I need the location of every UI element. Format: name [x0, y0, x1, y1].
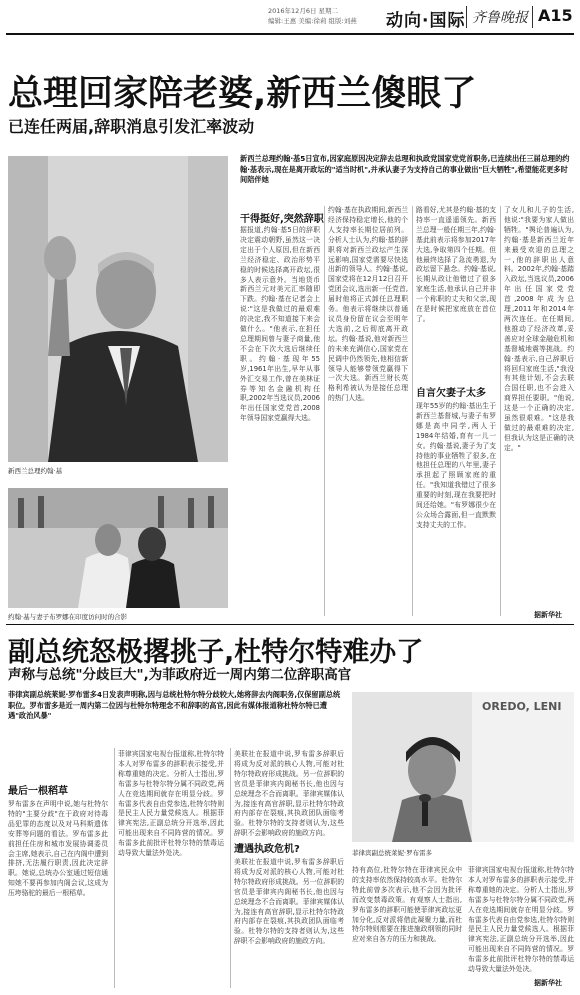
story1-source: 据新华社 — [534, 611, 562, 619]
story1-subhead-b: 自言欠妻子太多 — [416, 388, 486, 399]
story2-column-3a: 美联社在报道中说,罗布雷多辞职后将成为反对派的核心人物,可能对杜特尔特政府形成挑战。另一位辞职的官员是菲律宾内阁秘书长,他也因与总统理念不合而离职。菲律宾媒体认为,接连有高官辞职,显示杜特尔特政府内部存在裂痕,其执政团队面临考验。杜特尔特的支持者则认为,这些辞职不会影响政府的施政方向。 — [234, 750, 344, 838]
column-divider — [230, 748, 231, 988]
column-divider — [412, 206, 413, 616]
editor-credits: 编辑:王惠 美编:徐莉 组版:刘燕 — [268, 17, 357, 25]
story2-photo — [352, 692, 574, 842]
column-divider — [500, 206, 501, 616]
story1-column-2: 约翰·基在执政期间,新西兰经济保持稳定增长,他的个人支持率长期位居前列。分析人士认为,约翰·基的辞职将对新西兰政坛产生深远影响,国家党需要尽快选出新的领导人。约翰·基说,国家党将在12月12日召开党团会议,选出新一任党首,届时他将正式卸任总理职务。他表示将继续以普通议员身份留在议会至明年大选前,之后彻底离开政坛。约翰·基说,他对新西兰的未来充满信心,国家党在民调中仍然领先,他相信新领导人能够带领党赢得下一次大选。新西兰财长英格利希被认为是接任总理的热门人选。 — [328, 206, 408, 403]
story1-column-3b: 现年55岁的约翰·基出生于新西兰基督城,与妻子布罗娜是高中同学,两人于1984年结婚,育有一儿一女。约翰·基说,妻子为了支持他的事业牺牲了很多,在他担任总理的八年里,妻子承担起了照顾家庭的重任。"我知道我错过了很多重要的时刻,现在我要把时间还给她。"布罗娜很少在公众场合露面,但一直默默支持丈夫的工作。 — [416, 402, 496, 529]
story1-photo-portrait — [8, 156, 228, 462]
story2-source: 据新华社 — [534, 979, 562, 987]
story1-subhead: 已连任两届,辞职消息引发汇率波动 — [8, 117, 255, 136]
story2-headline: 副总统怒极撂挑子,杜特尔特难办了 — [8, 637, 424, 668]
header-divider — [466, 6, 467, 28]
story2-lead: 菲律宾副总统莱妮·罗布雷多4日发表声明称,因与总统杜特尔特分歧较大,她将辞去内阁职务,仅保留副总统职位。罗布雷多是近一周内第二位因与杜特尔特理念不和辞职的高官,因此有媒体报道称杜特尔特已遭遇"政治风暴" — [8, 690, 341, 720]
story1-photo1-caption: 新西兰总理约翰·基 — [8, 467, 63, 475]
story2-subhead: 声称与总统"分歧巨大",为菲政府近一周内第二位辞职高官 — [8, 667, 352, 683]
story2-photo-caption: 菲律宾副总统莱妮·罗布雷多 — [352, 849, 433, 857]
story1-headline: 总理回家陪老婆,新西兰傻眼了 — [8, 74, 477, 114]
story1-subhead-a: 干得挺好,突然辞职 — [240, 214, 324, 225]
story2-subhead-b: 遭遇执政危机? — [234, 844, 300, 855]
page-number: A15 — [538, 6, 573, 25]
column-divider — [114, 748, 115, 988]
story2-column-5: 菲律宾国家电视台报道称,杜特尔特本人对罗布雷多的辞职表示接受,并称尊重她的决定。分析人士指出,罗布雷多与杜特尔特分属不同政党,两人在竞选期间就存在明显分歧。罗布雷多代表自由党参选,杜特尔特则是民主人民力量党候选人。根据菲律宾宪法,正副总统分开选举,因此可能出现来自不同阵营的情况。罗布雷多此前批评杜特尔特的禁毒运动导致大量法外处决。 — [468, 866, 574, 974]
header-divider — [532, 6, 533, 28]
photo-banner-text: OREDO, LENI — [482, 700, 562, 713]
story2-column-2: 菲律宾国家电视台报道称,杜特尔特本人对罗布雷多的辞职表示接受,并称尊重她的决定。分析人士指出,罗布雷多与杜特尔特分属不同政党,两人在竞选期间就存在明显分歧。罗布雷多代表自由党参选,杜特尔特则是民主人民力量党候选人。根据菲律宾宪法,正副总统分开选举,因此可能出现来自不同阵营的情况。罗布雷多此前批评杜特尔特的禁毒运动导致大量法外处决。 — [118, 750, 224, 858]
story1-column-1: 据报道,约翰·基5日的辞职决定震动朝野,虽然这一决定出于个人原因,但在新西兰经济稳定、政治形势平稳的时候选择离开政坛,很多人表示意外。当地货币新西兰元对美元汇率随即下跌。约翰·基在记者会上说:"这是我做过的最艰难的决定,我不知道接下来会做什么。"他表示,在担任总理期间曾与妻子商量,他不会在下次大选后继续任职。约翰·基现年55岁,1961年出生,早年从事外汇交易工作,曾在美林证券等知名金融机构任职,2002年当选议员,2006年出任国家党党首,2008年领导国家党赢得大选。 — [240, 226, 320, 423]
story1-lead: 新西兰总理约翰·基5日宣布,因家庭原因决定辞去总理和执政党国家党党首职务,已连续出任三届总理的约翰·基表示,现在是离开政坛的"适当时机",并承认妻子为支持自己的事业做出"巨大牺牲",希望能花更多时间陪伴她 — [240, 154, 570, 184]
story1-photo2-caption: 约翰·基与妻子布罗娜在印度访问时的合影 — [8, 613, 128, 621]
header-rule — [6, 33, 574, 35]
section-rule — [6, 624, 574, 625]
story2-column-4: 持有高位,杜特尔特在菲律宾民众中的支持率依然保持较高水平。杜特尔特此前曾多次表示,他不会因为批评而改变禁毒政策。有观察人士指出,罗布雷多的辞职可能使菲律宾政坛更加分化,反对派将借此凝聚力量,而杜特尔特则需要在推进施政纲领的同时应对来自各方的压力和挑战。 — [352, 866, 462, 944]
section-title: 动向·国际 — [386, 11, 466, 31]
story2-column-3b: 美联社在报道中说,罗布雷多辞职后将成为反对派的核心人物,可能对杜特尔特政府形成挑战。另一位辞职的官员是菲律宾内阁秘书长,他也因与总统理念不合而离职。菲律宾媒体认为,接连有高官辞职,显示杜特尔特政府内部存在裂痕,其执政团队面临考验。杜特尔特的支持者则认为,这些辞职不会影响政府的施政方向。 — [234, 858, 344, 946]
story1-column-3: 路看好,尤其是约翰·基的支持率一直遥遥领先。新西兰总理一般任期三年,约翰·基此前表示将参加2017年大选,争取第四个任期。但他最终选择了急流勇退,为政坛留下悬念。约翰·基说,长期从政让他错过了很多家庭生活,他承认自己并非一个称职的丈夫和父亲,现在是时候把家庭放在首位了。 — [416, 206, 496, 323]
story1-photo-couple — [8, 488, 228, 608]
story2-subhead-a: 最后一根稻草 — [8, 786, 68, 797]
column-divider — [324, 206, 325, 616]
issue-date: 2016年12月6日 星期二 — [268, 7, 339, 15]
story2-column-1: 罗布雷多在声明中说,她与杜特尔特的"主要分歧"在于政府对待毒品犯罪的态度以及对马科斯遗体安葬等问题的看法。罗布雷多此前担任住房和城市发展协调委员会主席,她表示,自己在内阁中遭到排挤,无法履行职责,因此决定辞职。她说,总统办公室通过短信通知她不要再参加内阁会议,这成为压垮骆驼的最后一根稻草。 — [8, 800, 108, 898]
newspaper-brand: 齐鲁晚报 — [472, 10, 528, 26]
story1-column-4: 了女儿和儿子的生活,他说:"我要为家人做出牺牲。"舆论普遍认为,约翰·基是新西兰近年来最受欢迎的总理之一,他的辞职出人意料。2002年,约翰·基踏入政坛,当选议员,2006年出任国家党党首,2008年成为总理,2011年和2014年两次连任。在任期间,他推动了经济改革,妥善应对全球金融危机和基督城地震等挑战。约翰·基表示,自己辞职后将回归家庭生活,"我没有其他计划,不会去联合国任职,也不会进入商界担任要职。"他说,这是一个正确的决定,虽然很艰难。"这是我做过的最艰难的决定,但我认为这是正确的决定。" — [504, 206, 574, 452]
